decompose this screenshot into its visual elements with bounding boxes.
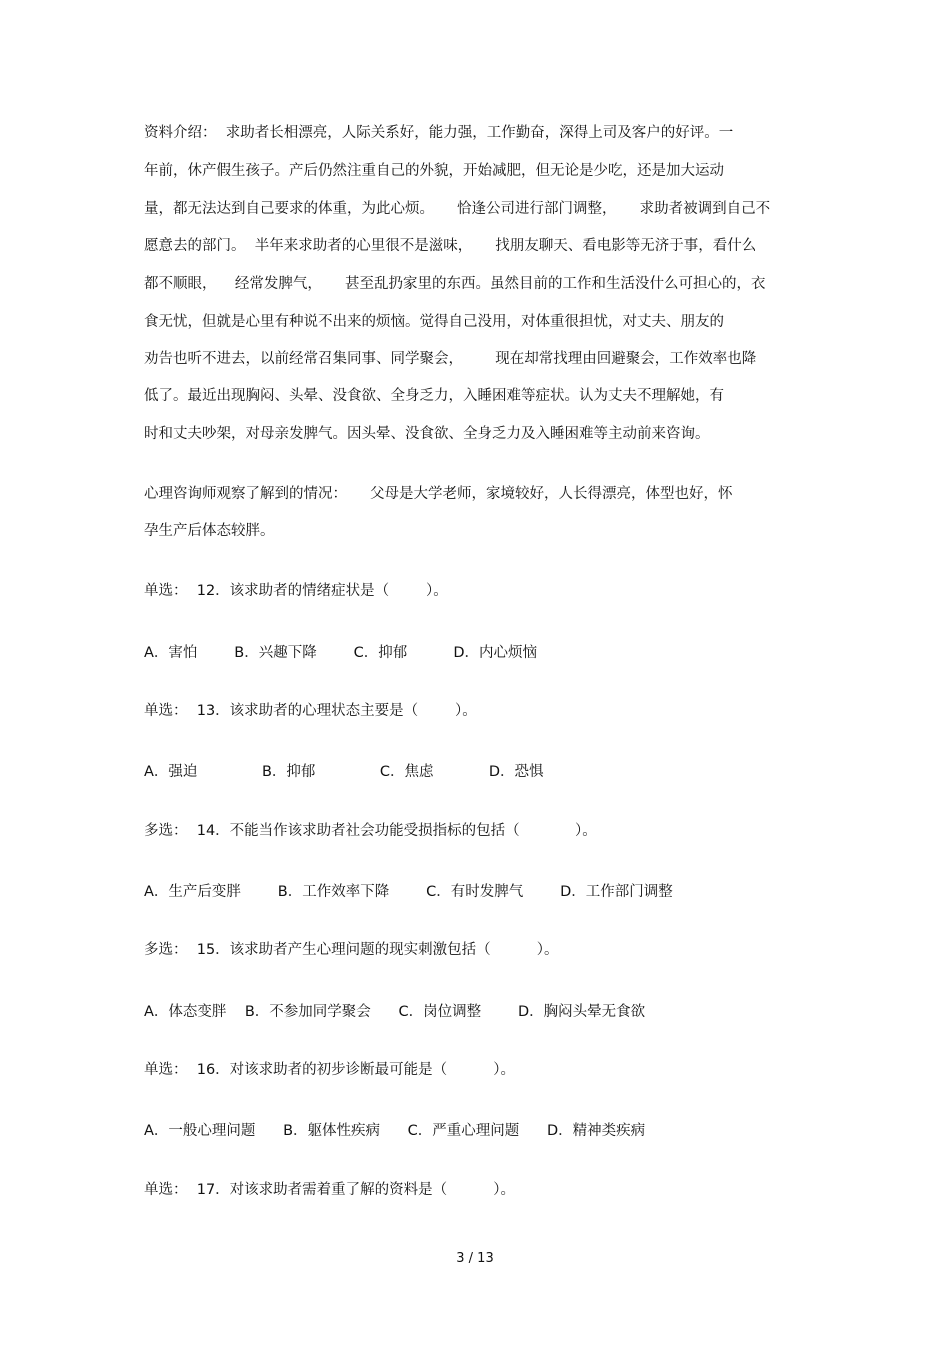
intro-line: 时和丈夫吵架，对母亲发脾气。因头晕、没食欲、全身乏力及入睡困难等主动前来咨询。 (144, 426, 710, 442)
question-stem: 多选： 15．该求助者产生心理问题的现实刺激包括（ ）。 (144, 942, 559, 958)
intro-line: 食无忧，但就是心里有种说不出来的烦恼。觉得自己没用，对体重很担忧，对丈夫、朋友的 (144, 314, 724, 330)
question-options: A．一般心理问题 B．躯体性疾病 C．严重心理问题 D．精神类疾病 (144, 1123, 646, 1139)
intro-line: 愿意去的部门。 半年来求助者的心里很不是滋味， 找朋友聊天、看电影等无济于事，看什么 (144, 238, 757, 254)
question-options: A．体态变胖 B．不参加同学聚会 C．岗位调整 D．胸闷头晕无食欲 (144, 1004, 646, 1020)
question-options: A．强迫 B．抑郁 C．焦虑 D．恐惧 (144, 764, 544, 780)
intro-line: 劝告也听不进去，以前经常召集同事、同学聚会， 现在却常找理由回避聚会，工作效率也降 (144, 351, 757, 367)
question-options: A．害怕 B．兴趣下降 C．抑郁 D．内心烦恼 (144, 645, 537, 661)
question-stem: 多选： 14．不能当作该求助者社会功能受损指标的包括（ ）。 (144, 823, 597, 839)
question-stem: 单选： 12．该求助者的情绪症状是（ ）。 (144, 583, 448, 599)
intro-line: 都不顺眼， 经常发脾气， 甚至乱扔家里的东西。虽然目前的工作和生活没什么可担心的，衣 (144, 276, 766, 292)
observation-line: 心理咨询师观察了解到的情况： 父母是大学老师，家境较好，人长得漂亮，体型也好，怀 (144, 486, 733, 502)
question-stem: 单选： 13．该求助者的心理状态主要是（ ）。 (144, 703, 477, 719)
observation-line: 孕生产后体态较胖。 (144, 523, 275, 539)
page-number: 3 / 13 (456, 1251, 494, 1266)
intro-line: 资料介绍： 求助者长相漂亮，人际关系好，能力强，工作勤奋，深得上司及客户的好评。一 (144, 125, 734, 141)
question-stem: 单选： 16．对该求助者的初步诊断最可能是（ ）。 (144, 1062, 516, 1078)
intro-line: 低了。最近出现胸闷、头晕、没食欲、全身乏力，入睡困难等症状。认为丈夫不理解她，有 (144, 388, 724, 404)
intro-line: 量，都无法达到自己要求的体重，为此心烦。 恰逢公司进行部门调整， 求助者被调到自己不 (144, 201, 771, 217)
question-options: A．生产后变胖 B．工作效率下降 C．有时发脾气 D．工作部门调整 (144, 884, 673, 900)
intro-line: 年前，休产假生孩子。产后仍然注重自己的外貌，开始减肥，但无论是少吃，还是加大运动 (144, 163, 724, 179)
question-stem: 单选： 17．对该求助者需着重了解的资料是（ ）。 (144, 1182, 516, 1198)
